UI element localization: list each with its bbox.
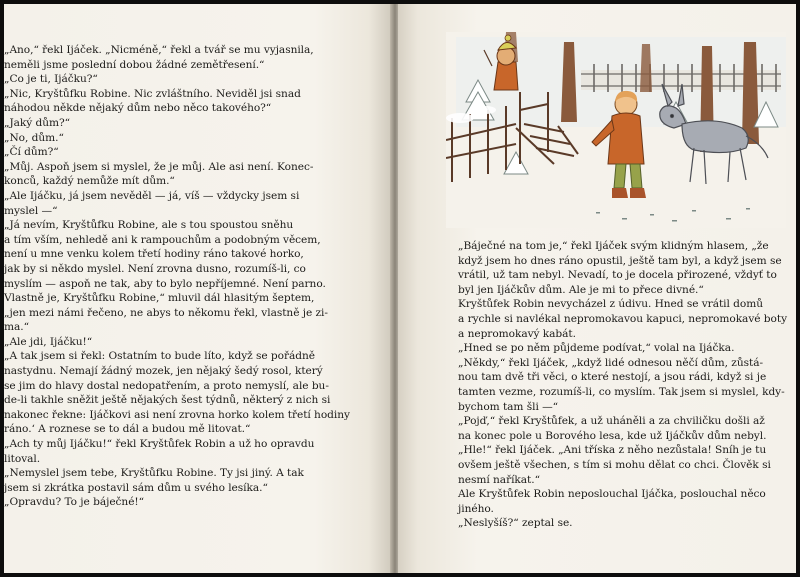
text-line: ráno.‘ A roznese se to dál a budou mě litovat.“ bbox=[4, 423, 251, 436]
right-page bbox=[398, 4, 796, 573]
text-line: „Ach ty můj Ijáčku!“ řekl Kryštůfek Robin a už ho opravdu bbox=[4, 438, 315, 451]
text-line: nakonec řekne: Ijáčkovi asi není zrovna horko kolem třetí hodiny bbox=[4, 408, 350, 421]
text-line: nesmí naříkat.“ bbox=[458, 473, 540, 486]
text-line: není u mne venku kolem třetí hodiny ráno takové horko, bbox=[4, 248, 304, 261]
text-line: nou tam dvě tři věci, o které nestojí, a jsou rádi, když si je bbox=[458, 371, 767, 384]
text-line: „Hned se po něm půjdeme podívat,“ volal na Ijáčka. bbox=[458, 342, 735, 355]
text-line: když jsem ho dnes ráno opustil, ještě tam byl, a když jsem se bbox=[458, 254, 782, 267]
text-line: konců, každý nemůže mít dům.“ bbox=[4, 175, 175, 188]
left-page-text bbox=[4, 43, 350, 510]
text-line: na konec pole u Borového lesa, kde už Ijáčkův dům nebyl. bbox=[458, 429, 767, 442]
text-line: „Jaký dům?“ bbox=[4, 116, 71, 129]
text-line: „Nemyslel jsem tebe, Kryštůfku Robine. Ty jsi jiný. A tak bbox=[4, 467, 304, 480]
text-line: „Ale jdi, Ijáčku!“ bbox=[4, 335, 93, 348]
text-line: bychom tam šli —“ bbox=[458, 400, 559, 413]
text-line: „A tak jsem si řekl: Ostatním to bude líto, když se pořádně bbox=[4, 350, 315, 363]
text-line: a rychle si navlékal nepromokavou kapuci, nepromokavé boty bbox=[458, 312, 787, 325]
text-line: ma.“ bbox=[4, 321, 29, 334]
text-line: „Ano,“ řekl Ijáček. „Nicméně,“ řekl a tvář se mu vyjasnila, bbox=[4, 44, 314, 56]
text-line: „Ale Ijáčku, já jsem nevěděl — já, víš — vždycky jsem si bbox=[4, 189, 300, 202]
text-line: de-li takhle sněžit ještě nějakých šest týdnů, některý z nich si bbox=[4, 394, 331, 407]
text-line: neměli jsme poslední dobou žádné zemětřesení.“ bbox=[4, 58, 265, 71]
winter-illustration bbox=[446, 32, 786, 228]
text-line: „Někdy,“ řekl Ijáček, „když lidé odnesou něčí dům, zůstá- bbox=[458, 356, 763, 369]
text-line: jsem si zkrátka postavil sám dům u svého lesíka.“ bbox=[4, 481, 268, 494]
text-line: „Báječné na tom je,“ řekl Ijáček svým klidným hlasem, „že bbox=[458, 240, 769, 252]
text-line: Vlastně je, Kryštůfku Robine,“ mluvil dál hlasitým šeptem, bbox=[4, 292, 315, 305]
text-line: jiného. bbox=[458, 502, 494, 515]
text-line: a nepromokavý kabát. bbox=[458, 327, 576, 340]
text-line: „Čí dům?“ bbox=[4, 146, 59, 159]
text-line: „Opravdu? To je báječné!“ bbox=[4, 496, 144, 509]
text-line: jak by si někdo myslel. Není zrovna dusno, rozumíš-li, co bbox=[4, 262, 306, 275]
text-line: myslel —“ bbox=[4, 204, 58, 217]
text-line: a tím vším, nehledě ani k rampouchům a podobným věcem, bbox=[4, 233, 321, 246]
text-line: Kryštůfek Robin nevycházel z údivu. Hned se vrátil domů bbox=[458, 298, 763, 311]
text-line: myslím — aspoň ne tak, aby to bylo nepříjemné. Není parno. bbox=[4, 277, 326, 290]
right-page-text bbox=[458, 239, 787, 531]
book-spread bbox=[4, 4, 796, 573]
text-line: „Já nevím, Kryštůfku Robine, ale s tou spoustou sněhu bbox=[4, 219, 294, 232]
text-line: „Neslyšíš?“ zeptal se. bbox=[458, 517, 573, 530]
text-line: litoval. bbox=[4, 452, 41, 465]
text-line: náhodou někde nějaký dům nebo něco takového?“ bbox=[4, 102, 272, 115]
text-line: nastydnu. Nemají žádný mozek, jen nějaký šedý rosol, který bbox=[4, 365, 323, 378]
text-line: „Pojď,“ řekl Kryštůfek, a už uháněli a za chviličku došli až bbox=[458, 415, 765, 428]
text-line: „Nic, Kryštůfku Robine. Nic zvláštního. Neviděl jsi snad bbox=[4, 87, 301, 100]
text-line: byl jen Ijáčkův dům. Ale je mi to přece divné.“ bbox=[458, 283, 704, 296]
text-line: „Můj. Aspoň jsem si myslel, že je můj. Ale asi není. Konec- bbox=[4, 160, 314, 173]
text-line: „Co je ti, Ijáčku?“ bbox=[4, 73, 98, 86]
text-line: ovšem ještě všechen, s tím si mohu dělat co chci. Člověk si bbox=[458, 458, 771, 471]
text-line: „jen mezi námi řečeno, ne abys to někomu řekl, vlastně je zi- bbox=[4, 306, 328, 319]
left-page bbox=[4, 4, 392, 573]
text-line: tamten vezme, rozumíš-li, co myslím. Tak jsem si myslel, kdy- bbox=[458, 385, 785, 398]
text-line: „No, dům.“ bbox=[4, 131, 64, 144]
text-line: „Hle!“ řekl Ijáček. „Ani tříska z něho nezůstala! Sníh je tu bbox=[458, 444, 767, 457]
text-line: vrátil, už tam nebyl. Nevadí, to je docela přirozené, vždyť to bbox=[458, 269, 777, 282]
text-line: se jim do hlavy dostal nedopatřením, a proto nemyslí, ale bu- bbox=[4, 379, 329, 392]
text-line: Ale Kryštůfek Robin neposlouchal Ijáčka, poslouchal něco bbox=[458, 488, 766, 501]
